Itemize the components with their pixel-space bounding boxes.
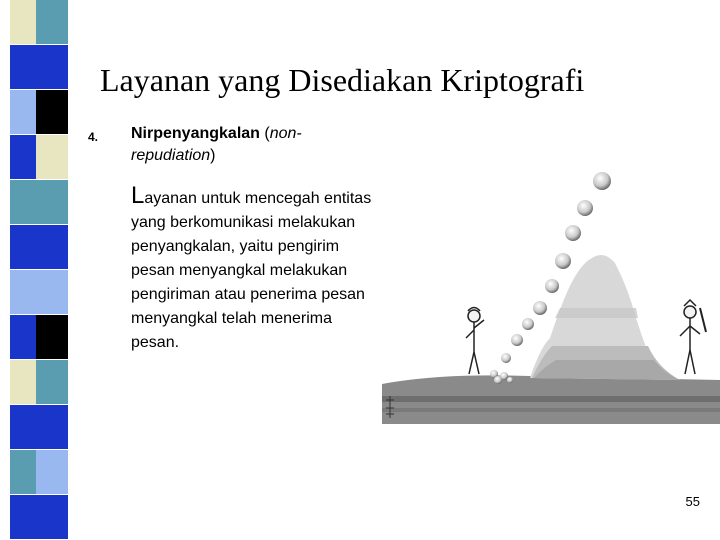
stripe-square bbox=[36, 0, 68, 44]
heading-bold: Nirpenyangkalan bbox=[131, 125, 260, 142]
stripe-square bbox=[36, 270, 68, 314]
stripe-square bbox=[36, 135, 68, 179]
stripe-square bbox=[10, 225, 36, 269]
stripe-square bbox=[36, 405, 68, 449]
stripe-square bbox=[36, 315, 68, 359]
stripe-square bbox=[10, 360, 36, 404]
heading-open-paren: ( bbox=[259, 125, 270, 142]
stripe-square bbox=[36, 450, 68, 494]
slide-title: Layanan yang Disediakan Kriptografi bbox=[100, 62, 585, 98]
stripe-square bbox=[10, 450, 36, 494]
heading-close-paren: ) bbox=[210, 147, 216, 164]
stripe-square bbox=[10, 270, 36, 314]
stripe-square bbox=[36, 225, 68, 269]
stripe-square bbox=[10, 495, 36, 539]
ground bbox=[382, 375, 720, 424]
stripe-square bbox=[10, 45, 36, 89]
stripe-square bbox=[10, 180, 36, 224]
right-person bbox=[680, 300, 706, 374]
stripe-square bbox=[36, 360, 68, 404]
description-text: ayanan untuk mencegah entitas yang berkomunikasi melakukan penyangkalan, yaitu pengirim pesan menyangkal melakukan pengiriman atau penerima pesan menyangkal telah menerima pesan. bbox=[131, 190, 372, 351]
item-description bbox=[131, 184, 376, 355]
stripe-square bbox=[36, 45, 68, 89]
stripe-square bbox=[10, 405, 36, 449]
illustration bbox=[380, 168, 720, 424]
page-number: 55 bbox=[685, 494, 700, 509]
stripe-square bbox=[10, 315, 36, 359]
heading-italic: non-repudiation bbox=[131, 125, 302, 164]
left-person bbox=[466, 308, 484, 375]
description-initial: L bbox=[131, 182, 145, 209]
decorative-stripe bbox=[0, 0, 70, 540]
stripe-square bbox=[36, 495, 68, 539]
stripe-square bbox=[10, 0, 36, 44]
stripe-square bbox=[10, 135, 36, 179]
item-heading bbox=[131, 123, 381, 167]
stripe-square bbox=[36, 180, 68, 224]
mountain bbox=[530, 255, 680, 380]
stripe-square bbox=[36, 90, 68, 134]
list-number: 4. bbox=[88, 130, 99, 144]
stripe-square bbox=[10, 90, 36, 134]
